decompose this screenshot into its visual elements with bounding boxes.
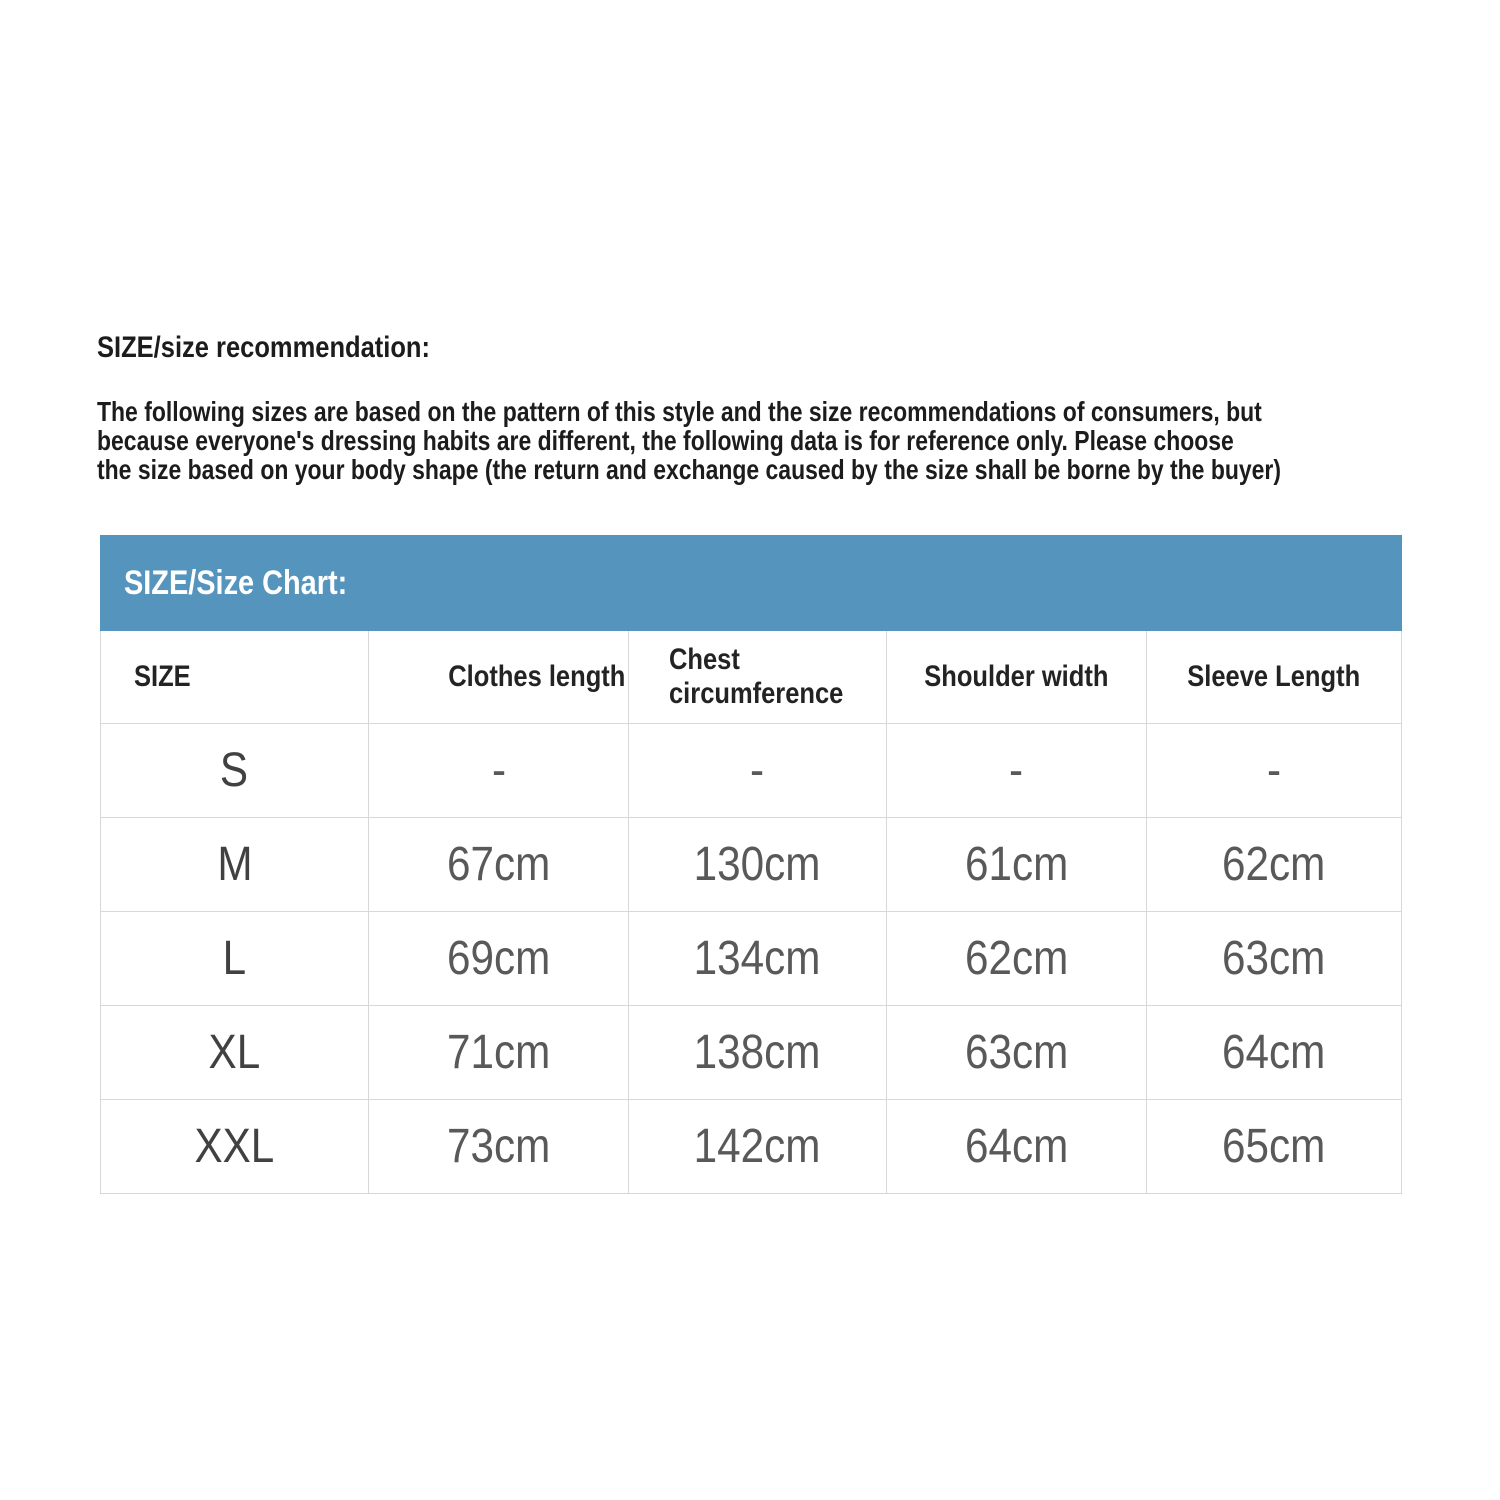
clothes-length-cell: 67cm (369, 818, 629, 912)
paragraph-line: the size based on your body shape (the return and exchange caused by the size shall be borne by the buyer) (97, 454, 1282, 485)
header-chest-circumference: Chest circumference (629, 631, 887, 724)
header-size: SIZE (101, 631, 369, 724)
size-recommendation-heading (97, 331, 489, 365)
chest-circumference-cell: 134cm (629, 912, 887, 1006)
sleeve-length-cell: - (1146, 724, 1401, 818)
size-label-cell: S (101, 724, 369, 818)
header-shoulder-width: Shoulder width (886, 631, 1146, 724)
chest-circumference-cell: 130cm (629, 818, 887, 912)
shoulder-width-cell: - (886, 724, 1146, 818)
size-chart-title: SIZE/Size Chart: (124, 563, 348, 602)
sleeve-length-cell: 62cm (1146, 818, 1401, 912)
clothes-length-cell: 69cm (369, 912, 629, 1006)
size-chart-section (100, 535, 1402, 1194)
shoulder-width-cell: 64cm (886, 1100, 1146, 1194)
size-recommendation-heading-text: SIZE/size recommendation: (97, 331, 431, 364)
shoulder-width-cell: 62cm (886, 912, 1146, 1006)
size-recommendation-paragraph (97, 397, 1500, 484)
size-label-cell: M (101, 818, 369, 912)
shoulder-width-cell: 63cm (886, 1006, 1146, 1100)
clothes-length-cell: - (369, 724, 629, 818)
shoulder-width-cell: 61cm (886, 818, 1146, 912)
table-row (101, 1006, 1402, 1100)
clothes-length-cell: 73cm (369, 1100, 629, 1194)
chest-circumference-cell: 142cm (629, 1100, 887, 1194)
table-row (101, 912, 1402, 1006)
size-table (100, 631, 1402, 1194)
header-sleeve-length: Sleeve Length (1146, 631, 1401, 724)
size-chart-title-bar (100, 535, 1402, 631)
sleeve-length-cell: 64cm (1146, 1006, 1401, 1100)
paragraph-line: The following sizes are based on the pattern of this style and the size recommendations of consumers, but (97, 396, 1262, 427)
paragraph-line: because everyone's dressing habits are different, the following data is for reference only. Please choose (97, 425, 1234, 456)
size-label-cell: XL (101, 1006, 369, 1100)
clothes-length-cell: 71cm (369, 1006, 629, 1100)
table-row (101, 724, 1402, 818)
sleeve-length-cell: 65cm (1146, 1100, 1401, 1194)
sleeve-length-cell: 63cm (1146, 912, 1401, 1006)
size-label-cell: XXL (101, 1100, 369, 1194)
header-clothes-length: Clothes length (369, 631, 629, 724)
chest-circumference-cell: 138cm (629, 1006, 887, 1100)
size-label-cell: L (101, 912, 369, 1006)
table-header-row (101, 631, 1402, 724)
table-row (101, 1100, 1402, 1194)
table-row (101, 818, 1402, 912)
chest-circumference-cell: - (629, 724, 887, 818)
